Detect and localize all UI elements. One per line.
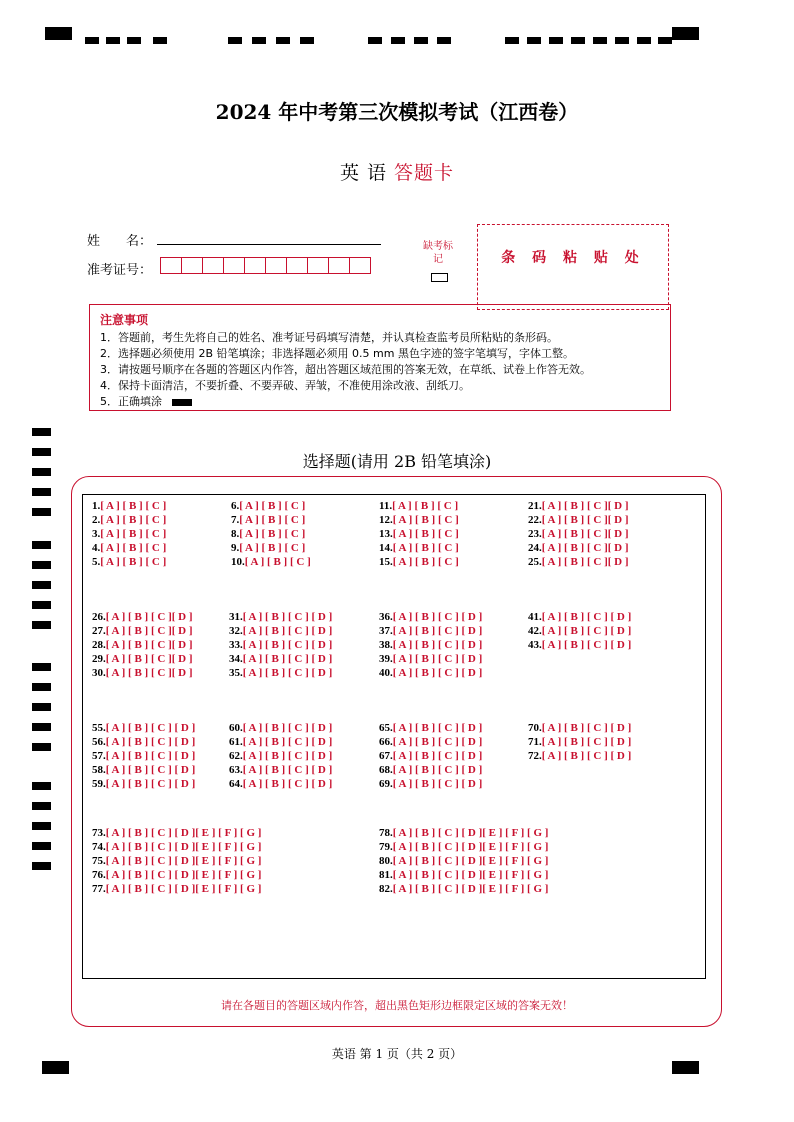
question-number: 30. [92, 666, 106, 679]
question-row[interactable] [379, 639, 482, 653]
question-row[interactable] [528, 750, 631, 764]
answer-options[interactable]: [ A ] [ B ] [ C ][ D ] [105, 638, 193, 651]
timing-mark [32, 488, 51, 496]
question-number: 21. [528, 500, 542, 512]
question-number: 28. [92, 638, 106, 651]
timing-mark [32, 703, 51, 711]
question-number: 80. [379, 854, 393, 867]
question-row[interactable] [92, 500, 166, 514]
question-number: 38. [379, 638, 393, 651]
answer-options[interactable]: [ A ] [ B ] [ C ] [ D ] [242, 624, 333, 637]
question-number: 63. [229, 763, 243, 776]
answer-options[interactable]: [ A ] [ B ] [ C ] [ D ] [392, 777, 483, 790]
timing-mark [414, 37, 428, 44]
answer-options[interactable]: [ A ] [ B ] [ C ] [ D ] [541, 722, 632, 734]
answer-options[interactable]: [ A ] [ B ] [ C ] [ D ][ E ] [ F ] [ G ] [392, 868, 549, 881]
page-number: 英语 第 1 页（共 2 页） [331, 1047, 463, 1061]
question-row[interactable] [379, 653, 482, 667]
question-number: 56. [92, 735, 106, 748]
timing-mark [32, 683, 51, 691]
question-number: 27. [92, 624, 106, 637]
notice-item-text: 5．正确填涂 [100, 395, 162, 408]
question-row[interactable] [231, 514, 305, 528]
timing-mark [32, 601, 51, 609]
answer-options[interactable]: [ A ] [ B ] [ C ] [ D ] [392, 638, 483, 651]
question-number: 58. [92, 763, 106, 776]
corner-mark-top-right [672, 27, 699, 40]
question-number: 71. [528, 735, 542, 748]
answer-options[interactable]: [ A ] [ B ] [ C ] [ D ][ E ] [ F ] [ G ] [105, 882, 262, 895]
question-row[interactable] [92, 778, 195, 792]
answer-options[interactable]: [ A ] [ B ] [ C ] [244, 555, 311, 568]
exam-id-box[interactable] [160, 257, 182, 274]
question-row[interactable] [92, 625, 193, 639]
answer-options[interactable]: [ A ] [ B ] [ C ] [ D ] [242, 735, 333, 748]
timing-mark [32, 782, 51, 790]
question-row[interactable] [92, 653, 193, 667]
answer-options[interactable]: [ A ] [ B ] [ C ] [ D ] [541, 735, 632, 748]
answer-area-warning: 请在各题目的答题区域内作答，超出黑色矩形边框限定区域的答案无效！ [221, 999, 573, 1012]
question-number: 66. [379, 735, 393, 748]
timing-mark [593, 37, 607, 44]
answer-options[interactable]: [ A ] [ B ] [ C ] [ D ] [242, 777, 333, 790]
answer-options[interactable]: [ A ] [ B ] [ C ] [ D ][ E ] [ F ] [ G ] [392, 840, 549, 853]
question-row[interactable] [528, 500, 629, 514]
absent-mark-label: 缺考标记 [423, 241, 453, 265]
timing-mark [32, 723, 51, 731]
question-number: 57. [92, 749, 106, 762]
question-row[interactable] [528, 514, 629, 528]
answer-options[interactable]: [ A ] [ B ] [ C ] [ D ][ E ] [ F ] [ G ] [105, 827, 262, 839]
name-label: 姓 名： [87, 234, 153, 249]
question-row[interactable] [231, 500, 305, 514]
question-row[interactable] [229, 639, 332, 653]
timing-mark [32, 743, 51, 751]
question-number: 34. [229, 652, 243, 665]
question-row[interactable] [379, 500, 458, 514]
question-row[interactable] [379, 841, 548, 855]
answer-options[interactable]: [ A ] [ B ] [ C ] [239, 500, 306, 512]
question-row[interactable] [229, 625, 332, 639]
question-row[interactable] [229, 750, 332, 764]
subject-name: 英 语 [339, 162, 387, 184]
answer-options[interactable]: [ A ] [ B ] [ C ] [ D ][ E ] [ F ] [ G ] [105, 868, 262, 881]
question-row[interactable] [379, 625, 482, 639]
answer-options[interactable]: [ A ] [ B ] [ C ] [100, 541, 167, 554]
exam-id-box[interactable] [265, 257, 287, 274]
question-number: 6. [231, 500, 240, 512]
timing-mark [637, 37, 651, 44]
exam-id-box[interactable] [223, 257, 245, 274]
question-number: 70. [528, 722, 542, 734]
question-row[interactable] [379, 667, 482, 681]
answer-card-subtitle [0, 158, 794, 185]
question-row[interactable] [379, 542, 459, 556]
timing-mark [32, 802, 51, 810]
question-number: 43. [528, 638, 542, 651]
question-number: 82. [379, 882, 393, 895]
question-row[interactable] [229, 778, 332, 792]
answer-options[interactable]: [ A ] [ B ] [ C ] [ D ][ E ] [ F ] [ G ] [105, 840, 262, 853]
answer-options[interactable]: [ A ] [ B ] [ C ] [392, 500, 459, 512]
answer-options[interactable]: [ A ] [ B ] [ C ][ D ] [541, 541, 629, 554]
question-row[interactable] [379, 556, 459, 570]
answer-options[interactable]: [ A ] [ B ] [ C ][ D ] [105, 624, 193, 637]
timing-mark [300, 37, 314, 44]
question-row[interactable] [379, 764, 482, 778]
answer-options[interactable]: [ A ] [ B ] [ C ] [ D ] [242, 652, 333, 665]
timing-mark [252, 37, 266, 44]
question-row[interactable] [92, 869, 261, 883]
question-number: 55. [92, 722, 106, 734]
timing-mark [127, 37, 141, 44]
answer-options[interactable]: [ A ] [ B ] [ C ][ D ] [541, 527, 629, 540]
timing-mark [527, 37, 541, 44]
question-number: 32. [229, 624, 243, 637]
question-row[interactable] [92, 764, 195, 778]
answer-options[interactable]: [ A ] [ B ] [ C ] [392, 555, 459, 568]
timing-mark [658, 37, 672, 44]
timing-mark [32, 541, 51, 549]
question-number: 37. [379, 624, 393, 637]
question-row[interactable] [92, 667, 193, 681]
timing-mark [85, 37, 99, 44]
timing-mark [32, 842, 51, 850]
question-number: 36. [379, 611, 393, 623]
answer-options[interactable]: [ A ] [ B ] [ C ] [ D ] [242, 611, 333, 623]
question-number: 29. [92, 652, 106, 665]
answer-options[interactable]: [ A ] [ B ] [ C ][ D ] [105, 652, 193, 665]
corner-mark-bottom-left [42, 1061, 69, 1074]
question-row[interactable] [92, 841, 261, 855]
question-row[interactable] [231, 528, 305, 542]
question-number: 65. [379, 722, 393, 734]
question-number: 64. [229, 777, 243, 790]
question-row[interactable] [229, 611, 332, 625]
notice-title: 注意事项 [100, 313, 149, 327]
question-number: 8. [231, 527, 240, 540]
question-number: 7. [231, 513, 240, 526]
question-number: 39. [379, 652, 393, 665]
notice-item: 4．保持卡面清洁，不要折叠、不要弄破、弄皱，不准使用涂改液、刮纸刀。 [100, 379, 470, 392]
question-row[interactable] [379, 722, 482, 736]
timing-mark [505, 37, 519, 44]
answer-options[interactable]: [ A ] [ B ] [ C ] [392, 527, 459, 540]
question-row[interactable] [379, 750, 482, 764]
question-row[interactable] [379, 736, 482, 750]
timing-mark [615, 37, 629, 44]
notice-item: 2．选择题必须使用 2B 铅笔填涂；非选择题必须用 0.5 mm 黑色字迹的签字笔填写，字体工整。 [100, 347, 574, 360]
question-number: 35. [229, 666, 243, 679]
answer-options[interactable]: [ A ] [ B ] [ C ] [ D ] [392, 722, 483, 734]
question-number: 26. [92, 611, 106, 623]
question-row[interactable] [528, 528, 629, 542]
answer-options[interactable]: [ A ] [ B ] [ C ] [ D ] [105, 749, 196, 762]
exam-id-label: 准考证号： [87, 263, 153, 278]
notice-item: 3．请按题号顺序在各题的答题区内作答，超出答题区域范围的答案无效，在草纸、试卷上作答无效。 [100, 363, 591, 376]
question-number: 68. [379, 763, 393, 776]
question-number: 4. [92, 541, 101, 554]
question-number: 1. [92, 500, 101, 512]
question-number: 75. [92, 854, 106, 867]
question-row[interactable] [379, 827, 548, 841]
question-number: 15. [379, 555, 393, 568]
question-number: 10. [231, 555, 245, 568]
question-row[interactable] [92, 542, 166, 556]
question-row[interactable] [92, 528, 166, 542]
question-number: 73. [92, 827, 106, 839]
exam-id-box[interactable] [328, 257, 350, 274]
corner-mark-top-left [45, 27, 72, 40]
notice-item-fill-sample [100, 394, 670, 410]
answer-options[interactable]: [ A ] [ B ] [ C ] [ D ] [242, 749, 333, 762]
question-row[interactable] [229, 722, 332, 736]
question-row[interactable] [379, 514, 459, 528]
question-row[interactable] [92, 611, 193, 625]
question-row[interactable] [229, 667, 332, 681]
answer-options[interactable]: [ A ] [ B ] [ C ] [ D ] [392, 666, 483, 679]
answer-options[interactable]: [ A ] [ B ] [ C ] [239, 513, 306, 526]
answer-options[interactable]: [ A ] [ B ] [ C ] [ D ] [392, 749, 483, 762]
answer-options[interactable]: [ A ] [ B ] [ C ] [ D ] [541, 638, 632, 651]
question-number: 77. [92, 882, 106, 895]
choice-section-heading: 选择题(请用 2B 铅笔填涂) [302, 452, 492, 471]
question-number: 79. [379, 840, 393, 853]
answer-options[interactable]: [ A ] [ B ] [ C ] [ D ][ E ] [ F ] [ G ] [105, 854, 262, 867]
answer-options[interactable]: [ A ] [ B ] [ C ][ D ] [541, 500, 629, 512]
answer-options[interactable]: [ A ] [ B ] [ C ] [ D ] [242, 763, 333, 776]
answer-options[interactable]: [ A ] [ B ] [ C ] [392, 541, 459, 554]
answer-options[interactable]: [ A ] [ B ] [ C ][ D ] [541, 513, 629, 526]
answer-options[interactable]: [ A ] [ B ] [ C ] [ D ] [105, 763, 196, 776]
notice-item: 1．答题前，考生先将自己的姓名、准考证号码填写清楚，并认真检查监考员所粘贴的条形码。 [100, 331, 558, 344]
name-field[interactable] [157, 244, 381, 245]
question-row[interactable] [379, 855, 548, 869]
question-row[interactable] [229, 764, 332, 778]
timing-mark [437, 37, 451, 44]
question-row[interactable] [92, 750, 195, 764]
answer-options[interactable]: [ A ] [ B ] [ C ] [ D ] [392, 735, 483, 748]
timing-mark [32, 561, 51, 569]
question-row[interactable] [92, 722, 195, 736]
question-number: 23. [528, 527, 542, 540]
question-row[interactable] [379, 778, 482, 792]
corner-mark-bottom-right [672, 1061, 699, 1074]
answer-options[interactable]: [ A ] [ B ] [ C ][ D ] [105, 611, 193, 623]
answer-options[interactable]: [ A ] [ B ] [ C ] [ D ][ E ] [ F ] [ G ] [392, 854, 549, 867]
question-row[interactable] [92, 639, 193, 653]
barcode-label: 条 码 粘 贴 处 [501, 250, 645, 266]
exam-title: 2024 年中考第三次模拟考试（江西卷） [215, 100, 579, 124]
correct-fill-sample [172, 399, 192, 406]
question-number: 14. [379, 541, 393, 554]
question-number: 3. [92, 527, 101, 540]
question-row[interactable] [231, 542, 305, 556]
answer-options[interactable]: [ A ] [ B ] [ C ] [ D ][ E ] [ F ] [ G ] [392, 827, 549, 839]
timing-mark [32, 508, 51, 516]
timing-mark [32, 428, 51, 436]
question-row[interactable] [379, 883, 548, 897]
question-row[interactable] [92, 855, 261, 869]
question-row[interactable] [379, 869, 548, 883]
question-row[interactable] [528, 722, 631, 736]
timing-mark [32, 862, 51, 870]
timing-mark [391, 37, 405, 44]
exam-id-box[interactable] [181, 257, 203, 274]
answer-options[interactable]: [ A ] [ B ] [ C ] [ D ] [392, 652, 483, 665]
question-number: 2. [92, 513, 101, 526]
answer-options[interactable]: [ A ] [ B ] [ C ] [100, 527, 167, 540]
timing-mark [32, 621, 51, 629]
answer-options[interactable]: [ A ] [ B ] [ C ] [ D ] [392, 763, 483, 776]
answer-options[interactable]: [ A ] [ B ] [ C ] [ D ] [541, 611, 632, 623]
timing-mark [32, 822, 51, 830]
timing-mark [228, 37, 242, 44]
answer-options[interactable]: [ A ] [ B ] [ C ] [100, 555, 167, 568]
question-row[interactable] [528, 639, 631, 653]
question-row[interactable] [231, 556, 311, 570]
timing-mark [571, 37, 585, 44]
question-number: 5. [92, 555, 101, 568]
question-number: 25. [528, 555, 542, 568]
question-number: 11. [379, 500, 393, 512]
answer-options[interactable]: [ A ] [ B ] [ C ] [ D ] [242, 666, 333, 679]
question-number: 69. [379, 777, 393, 790]
question-number: 67. [379, 749, 393, 762]
question-number: 60. [229, 722, 243, 734]
timing-mark [106, 37, 120, 44]
answer-options[interactable]: [ A ] [ B ] [ C ] [100, 513, 167, 526]
question-number: 24. [528, 541, 542, 554]
question-number: 78. [379, 827, 393, 839]
timing-mark [549, 37, 563, 44]
exam-id-box[interactable] [349, 257, 371, 274]
timing-mark [276, 37, 290, 44]
answer-options[interactable]: [ A ] [ B ] [ C ] [ D ] [105, 735, 196, 748]
timing-mark [153, 37, 167, 44]
answer-options[interactable]: [ A ] [ B ] [ C ][ D ] [541, 555, 629, 568]
answer-options[interactable]: [ A ] [ B ] [ C ] [ D ] [105, 777, 196, 790]
answer-options[interactable]: [ A ] [ B ] [ C ] [239, 541, 306, 554]
question-number: 61. [229, 735, 243, 748]
barcode-area [477, 224, 669, 310]
question-row[interactable] [528, 736, 631, 750]
question-number: 33. [229, 638, 243, 651]
question-number: 59. [92, 777, 106, 790]
question-number: 76. [92, 868, 106, 881]
answer-options[interactable]: [ A ] [ B ] [ C ] [ D ] [541, 749, 632, 762]
exam-id-box[interactable] [244, 257, 266, 274]
question-number: 22. [528, 513, 542, 526]
exam-id-box[interactable] [202, 257, 224, 274]
answer-options[interactable]: [ A ] [ B ] [ C ][ D ] [105, 666, 193, 679]
answer-card-label: 答题卡 [394, 162, 455, 184]
answer-options[interactable]: [ A ] [ B ] [ C ] [ D ][ E ] [ F ] [ G ] [392, 882, 549, 895]
question-number: 42. [528, 624, 542, 637]
question-row[interactable] [92, 883, 261, 897]
exam-id-box[interactable] [307, 257, 329, 274]
question-number: 72. [528, 749, 542, 762]
question-number: 13. [379, 527, 393, 540]
exam-id-boxes[interactable] [160, 257, 370, 274]
question-number: 74. [92, 840, 106, 853]
question-row[interactable] [229, 736, 332, 750]
question-row[interactable] [379, 611, 482, 625]
timing-mark [32, 663, 51, 671]
question-row[interactable] [92, 556, 166, 570]
timing-mark [368, 37, 382, 44]
question-row[interactable] [379, 528, 459, 542]
question-number: 9. [231, 541, 240, 554]
question-row[interactable] [528, 542, 629, 556]
question-number: 31. [229, 611, 243, 623]
answer-options[interactable]: [ A ] [ B ] [ C ] [239, 527, 306, 540]
absent-mark-box[interactable] [431, 273, 448, 282]
answer-options[interactable]: [ A ] [ B ] [ C ] [ D ] [242, 722, 333, 734]
question-number: 62. [229, 749, 243, 762]
question-row[interactable] [92, 514, 166, 528]
answer-options[interactable]: [ A ] [ B ] [ C ] [ D ] [105, 722, 196, 734]
question-number: 12. [379, 513, 393, 526]
answer-options[interactable]: [ A ] [ B ] [ C ] [ D ] [392, 624, 483, 637]
answer-options[interactable]: [ A ] [ B ] [ C ] [100, 500, 167, 512]
question-row[interactable] [92, 827, 261, 841]
answer-options[interactable]: [ A ] [ B ] [ C ] [ D ] [242, 638, 333, 651]
question-row[interactable] [229, 653, 332, 667]
question-number: 81. [379, 868, 393, 881]
question-row[interactable] [92, 736, 195, 750]
question-number: 41. [528, 611, 542, 623]
exam-id-box[interactable] [286, 257, 308, 274]
timing-mark [32, 581, 51, 589]
answer-options[interactable]: [ A ] [ B ] [ C ] [392, 513, 459, 526]
answer-options[interactable]: [ A ] [ B ] [ C ] [ D ] [392, 611, 483, 623]
notice-box [89, 304, 671, 411]
question-row[interactable] [528, 556, 629, 570]
question-number: 40. [379, 666, 393, 679]
answer-options[interactable]: [ A ] [ B ] [ C ] [ D ] [541, 624, 632, 637]
question-row[interactable] [528, 611, 631, 625]
question-row[interactable] [528, 625, 631, 639]
